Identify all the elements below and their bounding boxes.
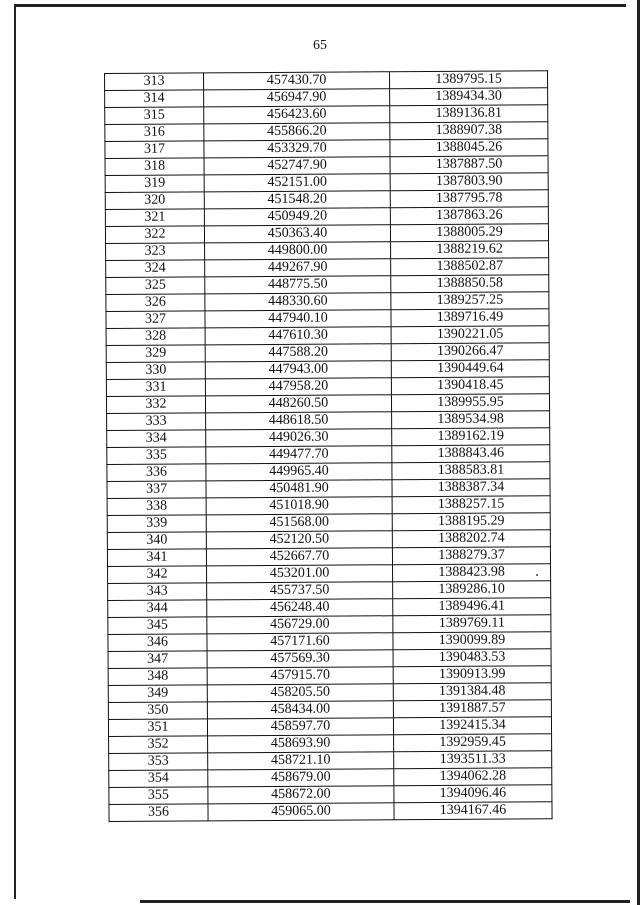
x-coordinate-cell: 452151.00	[204, 174, 390, 192]
y-coordinate-cell: 1388387.34	[392, 479, 550, 497]
table-row	[105, 71, 548, 91]
x-coordinate-cell: 450481.90	[206, 480, 392, 498]
y-coordinate-cell: 1387795.78	[390, 190, 548, 208]
x-coordinate-cell: 456947.90	[204, 89, 390, 107]
y-coordinate-cell: 1388850.58	[391, 275, 549, 293]
table-row	[105, 88, 548, 108]
table-row	[105, 105, 548, 125]
point-number-cell: 321	[105, 209, 204, 227]
point-number-cell: 349	[108, 685, 207, 703]
table-row	[108, 564, 551, 584]
table-row	[107, 411, 550, 431]
point-number-cell: 339	[107, 515, 206, 533]
table-row	[108, 717, 551, 737]
y-coordinate-cell: 1391384.48	[393, 683, 551, 701]
x-coordinate-cell: 448260.50	[205, 395, 391, 413]
table-row	[105, 173, 548, 193]
y-coordinate-cell: 1387887.50	[390, 156, 548, 174]
y-coordinate-cell: 1388195.29	[392, 513, 550, 531]
point-number-cell: 325	[106, 277, 205, 295]
table-row	[109, 785, 552, 805]
point-number-cell: 316	[105, 124, 204, 142]
y-coordinate-cell: 1390099.89	[393, 632, 551, 650]
x-coordinate-cell: 449267.90	[205, 259, 391, 277]
y-coordinate-cell: 1394167.46	[394, 802, 552, 820]
y-coordinate-cell: 1387803.90	[390, 173, 548, 191]
y-coordinate-cell: 1389795.15	[389, 71, 547, 89]
table-row	[105, 224, 548, 244]
x-coordinate-cell: 451568.00	[206, 514, 392, 532]
x-coordinate-cell: 456729.00	[207, 616, 393, 634]
y-coordinate-cell: 1394096.46	[394, 785, 552, 803]
x-coordinate-cell: 448775.50	[205, 276, 391, 294]
table-row	[109, 802, 552, 822]
table-row	[105, 122, 548, 142]
x-coordinate-cell: 447940.10	[205, 310, 391, 328]
scan-bottom-edge	[140, 900, 630, 903]
x-coordinate-cell: 447588.20	[205, 344, 391, 362]
y-coordinate-cell: 1390221.05	[391, 326, 549, 344]
point-number-cell: 348	[108, 668, 207, 686]
y-coordinate-cell: 1389257.25	[391, 292, 549, 310]
table-row	[105, 190, 548, 210]
x-coordinate-cell: 449965.40	[206, 463, 392, 481]
x-coordinate-cell: 455866.20	[204, 123, 390, 141]
point-number-cell: 346	[108, 634, 207, 652]
point-number-cell: 330	[106, 362, 205, 380]
table-row	[105, 156, 548, 176]
table-row	[109, 734, 552, 754]
table-row	[106, 326, 549, 346]
table-row	[108, 666, 551, 686]
point-number-cell: 342	[108, 566, 207, 584]
table-row	[106, 343, 549, 363]
x-coordinate-cell: 458721.10	[208, 752, 394, 770]
x-coordinate-cell: 458597.70	[207, 718, 393, 736]
y-coordinate-cell: 1392415.34	[393, 717, 551, 735]
y-coordinate-cell: 1391887.57	[393, 700, 551, 718]
x-coordinate-cell: 452747.90	[204, 157, 390, 175]
x-coordinate-cell: 452667.70	[206, 548, 392, 566]
x-coordinate-cell: 456248.40	[207, 599, 393, 617]
x-coordinate-cell: 452120.50	[206, 531, 392, 549]
coordinates-table	[104, 70, 553, 822]
point-number-cell: 356	[109, 804, 208, 822]
point-number-cell: 354	[109, 770, 208, 788]
y-coordinate-cell: 1390266.47	[391, 343, 549, 361]
point-number-cell: 340	[107, 532, 206, 550]
y-coordinate-cell: 1389534.98	[392, 411, 550, 429]
table-row	[106, 292, 549, 312]
y-coordinate-cell: 1388257.15	[392, 496, 550, 514]
x-coordinate-cell: 458205.50	[207, 684, 393, 702]
table-row	[108, 598, 551, 618]
y-coordinate-cell: 1388045.26	[390, 139, 548, 157]
y-coordinate-cell: 1394062.28	[394, 768, 552, 786]
x-coordinate-cell: 453329.70	[204, 140, 390, 158]
y-coordinate-cell: 1388907.38	[390, 122, 548, 140]
point-number-cell: 332	[106, 396, 205, 414]
point-number-cell: 355	[109, 787, 208, 805]
x-coordinate-cell: 456423.60	[204, 106, 390, 124]
table-row	[107, 496, 550, 516]
point-number-cell: 351	[108, 719, 207, 737]
table-row	[107, 479, 550, 499]
y-coordinate-cell: 1387863.26	[390, 207, 548, 225]
table-row	[106, 258, 549, 278]
x-coordinate-cell: 449026.30	[206, 429, 392, 447]
x-coordinate-cell: 447958.20	[205, 378, 391, 396]
y-coordinate-cell: 1389434.30	[390, 88, 548, 106]
y-coordinate-cell: 1389136.81	[390, 105, 548, 123]
point-number-cell: 347	[108, 651, 207, 669]
x-coordinate-cell: 457171.60	[207, 633, 393, 651]
point-number-cell: 314	[105, 90, 204, 108]
point-number-cell: 334	[107, 430, 206, 448]
table-row	[107, 513, 550, 533]
y-coordinate-cell: 1389162.19	[392, 428, 550, 446]
table-row	[106, 309, 549, 329]
point-number-cell: 344	[108, 600, 207, 618]
point-number-cell: 324	[106, 260, 205, 278]
table-row	[107, 428, 550, 448]
y-coordinate-cell: 1392959.45	[394, 734, 552, 752]
table-row	[109, 751, 552, 771]
y-coordinate-cell: 1388219.62	[391, 241, 549, 259]
scan-speck	[536, 574, 538, 576]
y-coordinate-cell: 1389716.49	[391, 309, 549, 327]
table-row	[107, 445, 550, 465]
point-number-cell: 328	[106, 328, 205, 346]
point-number-cell: 318	[105, 158, 204, 176]
y-coordinate-cell: 1389496.41	[393, 598, 551, 616]
y-coordinate-cell: 1388843.46	[392, 445, 550, 463]
page-number: 65	[313, 38, 327, 53]
point-number-cell: 315	[105, 107, 204, 125]
point-number-cell: 350	[108, 702, 207, 720]
table-row	[107, 530, 550, 550]
point-number-cell: 329	[106, 345, 205, 363]
point-number-cell: 317	[105, 141, 204, 159]
x-coordinate-cell: 455737.50	[207, 582, 393, 600]
table-row	[106, 394, 549, 414]
x-coordinate-cell: 451548.20	[204, 191, 390, 209]
point-number-cell: 353	[109, 753, 208, 771]
y-coordinate-cell: 1388005.29	[390, 224, 548, 242]
point-number-cell: 336	[107, 464, 206, 482]
point-number-cell: 335	[107, 447, 206, 465]
x-coordinate-cell: 458434.00	[207, 701, 393, 719]
point-number-cell: 345	[108, 617, 207, 635]
table-row	[106, 377, 549, 397]
point-number-cell: 320	[105, 192, 204, 210]
x-coordinate-cell: 458693.90	[208, 735, 394, 753]
x-coordinate-cell: 457915.70	[207, 667, 393, 685]
y-coordinate-cell: 1388502.87	[391, 258, 549, 276]
table-row	[108, 649, 551, 669]
point-number-cell: 326	[106, 294, 205, 312]
y-coordinate-cell: 1390483.53	[393, 649, 551, 667]
y-coordinate-cell: 1393511.33	[394, 751, 552, 769]
x-coordinate-cell: 449477.70	[206, 446, 392, 464]
table-row	[106, 241, 549, 261]
x-coordinate-cell: 450363.40	[204, 225, 390, 243]
y-coordinate-cell: 1390449.64	[391, 360, 549, 378]
point-number-cell: 343	[108, 583, 207, 601]
point-number-cell: 341	[107, 549, 206, 567]
x-coordinate-cell: 458672.00	[208, 786, 394, 804]
table-row	[106, 275, 549, 295]
point-number-cell: 323	[106, 243, 205, 261]
table-row	[105, 207, 548, 227]
table-row	[108, 683, 551, 703]
x-coordinate-cell: 447610.30	[205, 327, 391, 345]
table-row	[107, 547, 550, 567]
table-row	[106, 360, 549, 380]
table-row	[107, 462, 550, 482]
x-coordinate-cell: 458679.00	[208, 769, 394, 787]
table-row	[108, 632, 551, 652]
y-coordinate-cell: 1388423.98	[393, 564, 551, 582]
x-coordinate-cell: 457430.70	[204, 72, 390, 90]
table-row	[108, 615, 551, 635]
point-number-cell: 337	[107, 481, 206, 499]
point-number-cell: 331	[106, 379, 205, 397]
point-number-cell: 333	[107, 413, 206, 431]
y-coordinate-cell: 1389955.95	[391, 394, 549, 412]
coordinates-table-wrapper	[104, 70, 549, 822]
x-coordinate-cell: 449800.00	[205, 242, 391, 260]
point-number-cell: 322	[105, 226, 204, 244]
y-coordinate-cell: 1389286.10	[393, 581, 551, 599]
point-number-cell: 338	[107, 498, 206, 516]
point-number-cell: 352	[109, 736, 208, 754]
y-coordinate-cell: 1389769.11	[393, 615, 551, 633]
y-coordinate-cell: 1390418.45	[391, 377, 549, 395]
y-coordinate-cell: 1388202.74	[392, 530, 550, 548]
point-number-cell: 319	[105, 175, 204, 193]
x-coordinate-cell: 448330.60	[205, 293, 391, 311]
x-coordinate-cell: 450949.20	[204, 208, 390, 226]
y-coordinate-cell: 1388583.81	[392, 462, 550, 480]
point-number-cell: 313	[105, 73, 204, 91]
table-row	[108, 581, 551, 601]
x-coordinate-cell: 448618.50	[206, 412, 392, 430]
table-row	[105, 139, 548, 159]
table-body	[105, 71, 553, 822]
table-row	[108, 700, 551, 720]
x-coordinate-cell: 459065.00	[208, 803, 394, 821]
y-coordinate-cell: 1388279.37	[392, 547, 550, 565]
x-coordinate-cell: 457569.30	[207, 650, 393, 668]
point-number-cell: 327	[106, 311, 205, 329]
x-coordinate-cell: 453201.00	[207, 565, 393, 583]
y-coordinate-cell: 1390913.99	[393, 666, 551, 684]
x-coordinate-cell: 447943.00	[205, 361, 391, 379]
table-row	[109, 768, 552, 788]
x-coordinate-cell: 451018.90	[206, 497, 392, 515]
